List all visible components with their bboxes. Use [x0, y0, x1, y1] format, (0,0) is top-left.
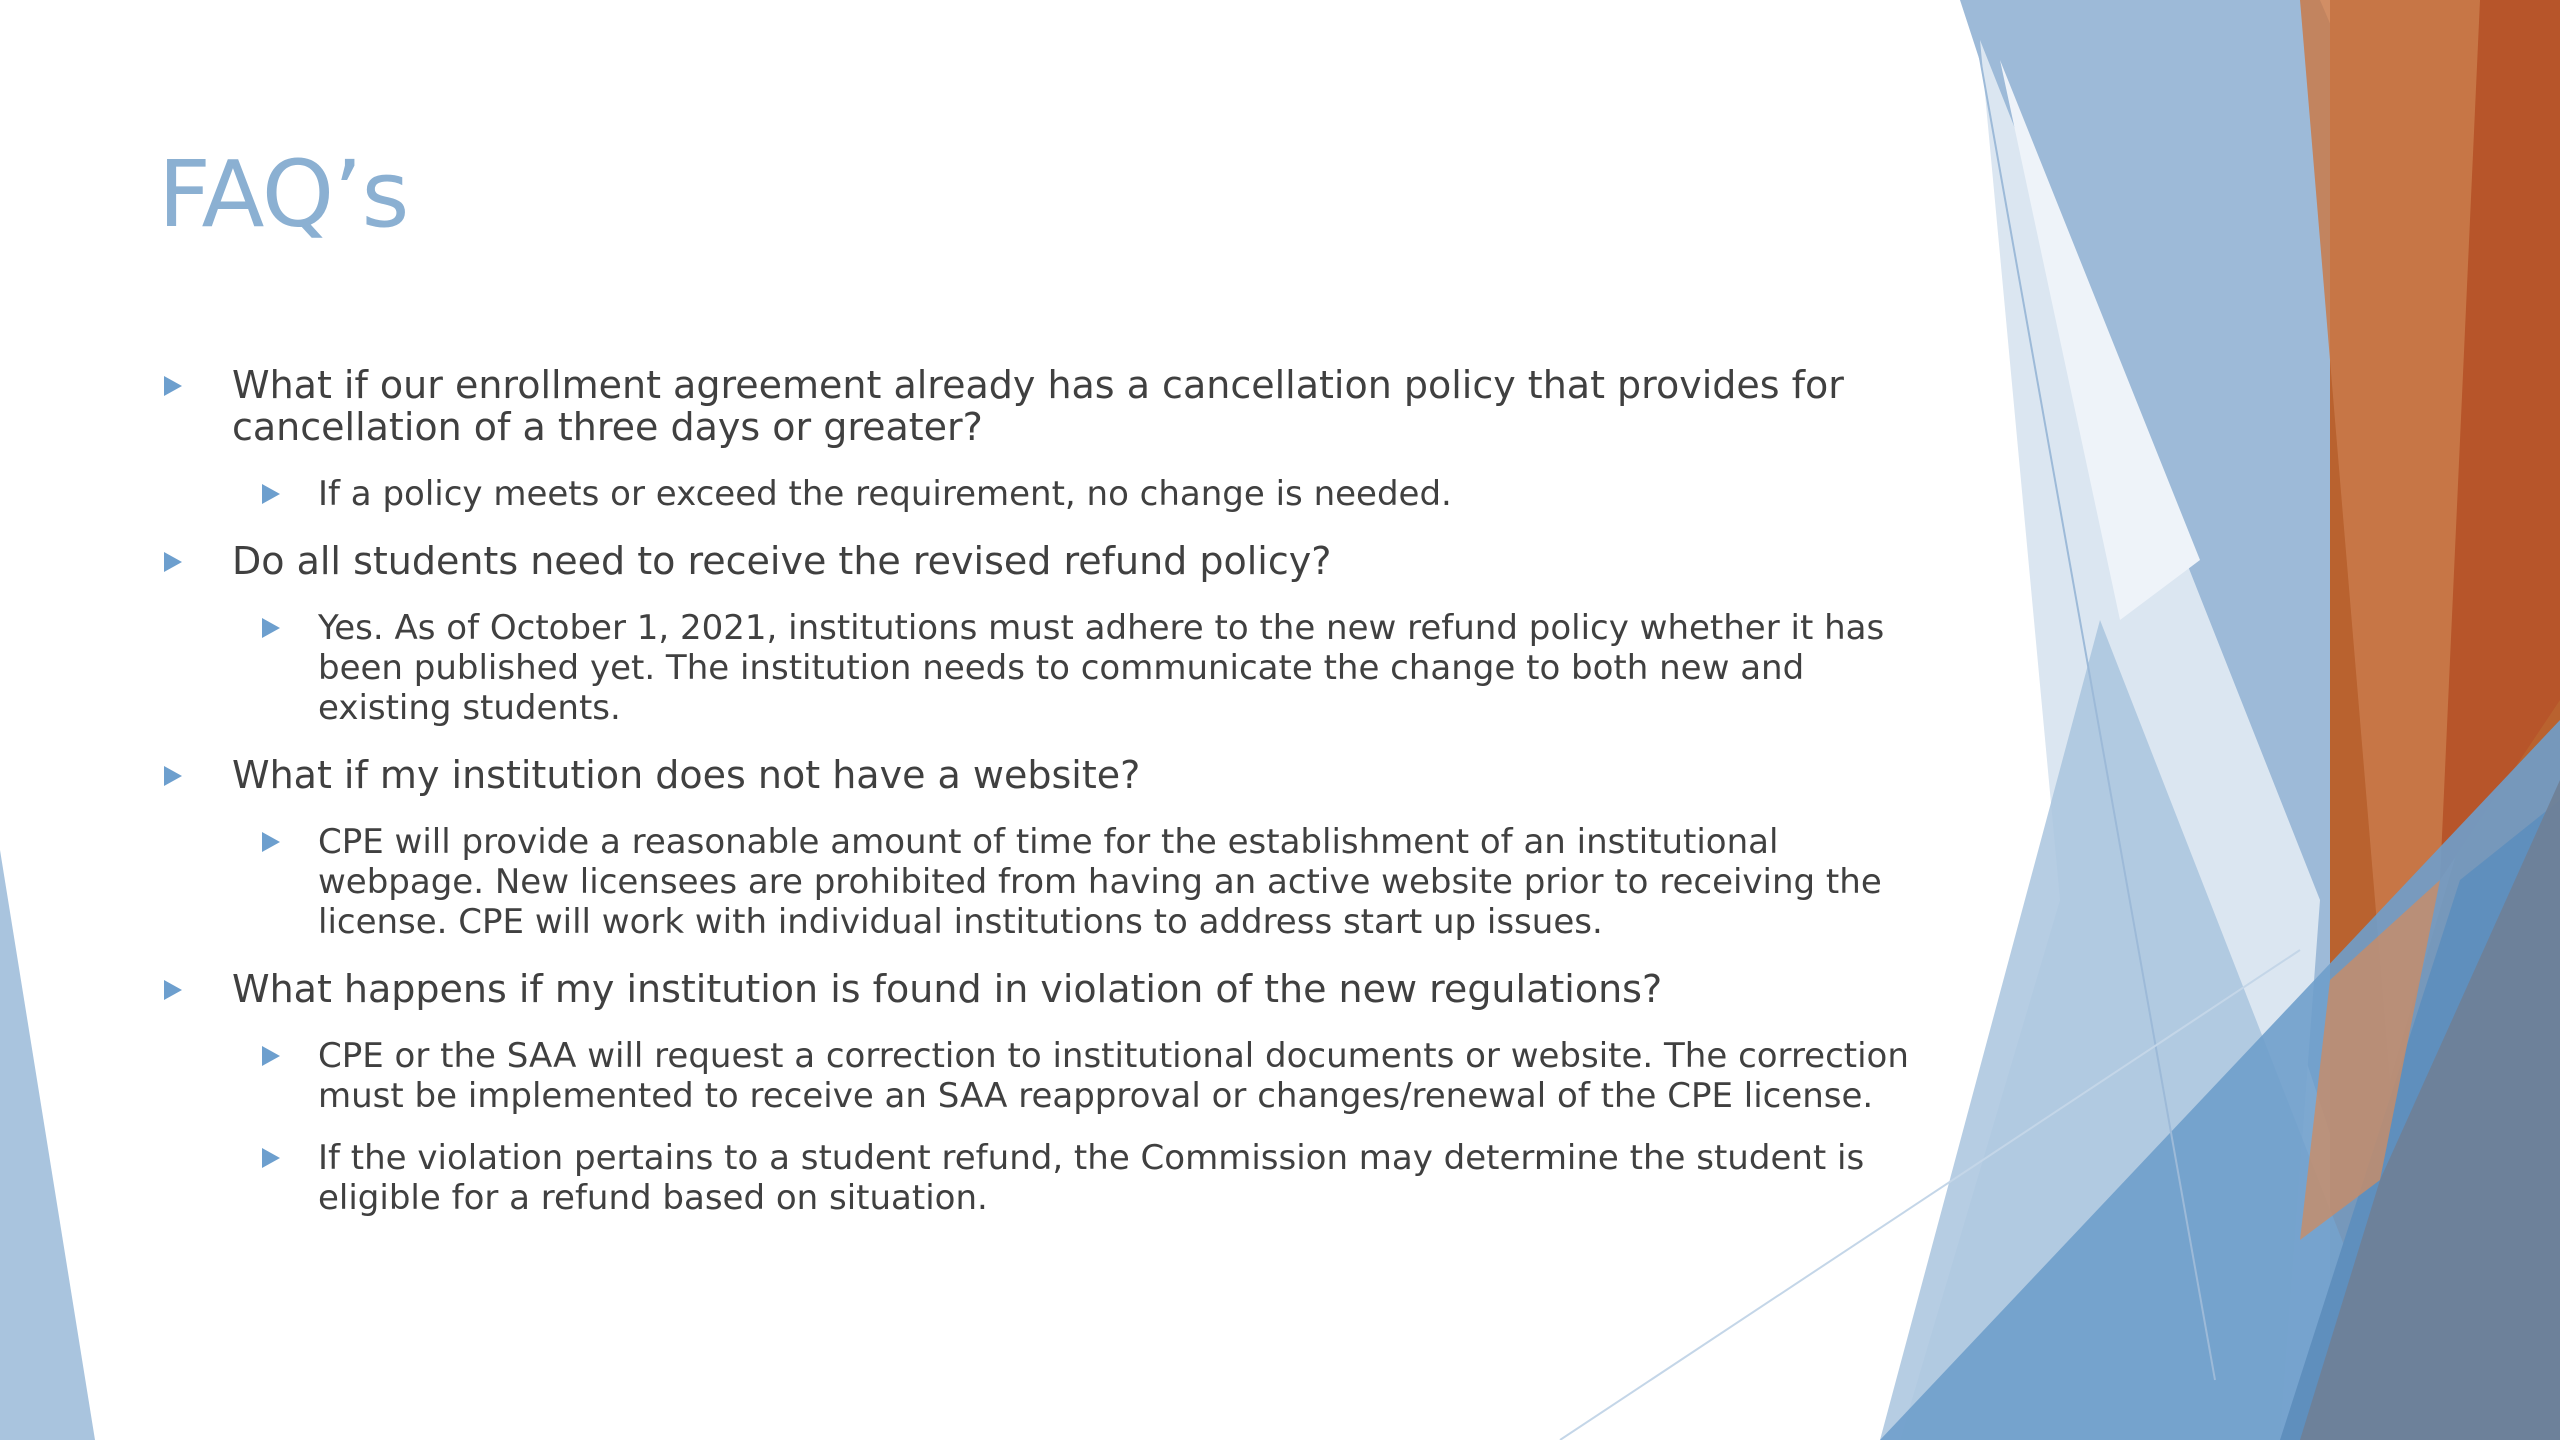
triangle-bullet-icon: [164, 552, 182, 572]
triangle-bullet-icon: [262, 484, 280, 504]
question-text: What if our enrollment agreement already has a cancellation policy that provides for cancellation of a three days or greater?: [232, 363, 1844, 449]
triangle-bullet-icon: [164, 980, 182, 1000]
answer-text: Yes. As of October 1, 2021, institutions must adhere to the new refund policy whether it has been published yet. The institution needs to communicate the change to both new and existing students.: [318, 608, 1885, 728]
question-text: Do all students need to receive the revised refund policy?: [232, 539, 1332, 583]
question-text: What if my institution does not have a website?: [232, 753, 1141, 797]
slide-title: FAQ’s: [158, 141, 409, 248]
faq-answer: [158, 1036, 1948, 1116]
faq-question: [158, 968, 1948, 1010]
answer-text: If a policy meets or exceed the requirement, no change is needed.: [318, 474, 1452, 514]
answer-text: If the violation pertains to a student refund, the Commission may determine the student is eligible for a refund based on situation.: [318, 1138, 1865, 1218]
faq-answer: [158, 1138, 1948, 1218]
triangle-bullet-icon: [164, 376, 182, 396]
left-edge-shape: [0, 850, 95, 1440]
triangle-bullet-icon: [164, 766, 182, 786]
triangle-bullet-icon: [262, 1046, 280, 1066]
faq-answer: [158, 608, 1948, 728]
answer-text: CPE will provide a reasonable amount of time for the establishment of an institutional webpage. New licensees are prohibited from having an active website prior to receiving the license. CPE will work with individual institutions to address start up issues.: [318, 822, 1882, 942]
faq-question: [158, 540, 1948, 582]
faq-answer: [158, 474, 1948, 514]
answer-text: CPE or the SAA will request a correction to institutional documents or website. The correction must be implemented to receive an SAA reapproval or changes/renewal of the CPE license.: [318, 1036, 1909, 1116]
faq-question: [158, 754, 1948, 796]
faq-question: [158, 364, 1948, 448]
triangle-bullet-icon: [262, 832, 280, 852]
question-text: What happens if my institution is found in violation of the new regulations?: [232, 967, 1663, 1011]
faq-answer: [158, 822, 1948, 942]
triangle-bullet-icon: [262, 618, 280, 638]
faq-list: [158, 364, 1948, 1244]
triangle-bullet-icon: [262, 1148, 280, 1168]
